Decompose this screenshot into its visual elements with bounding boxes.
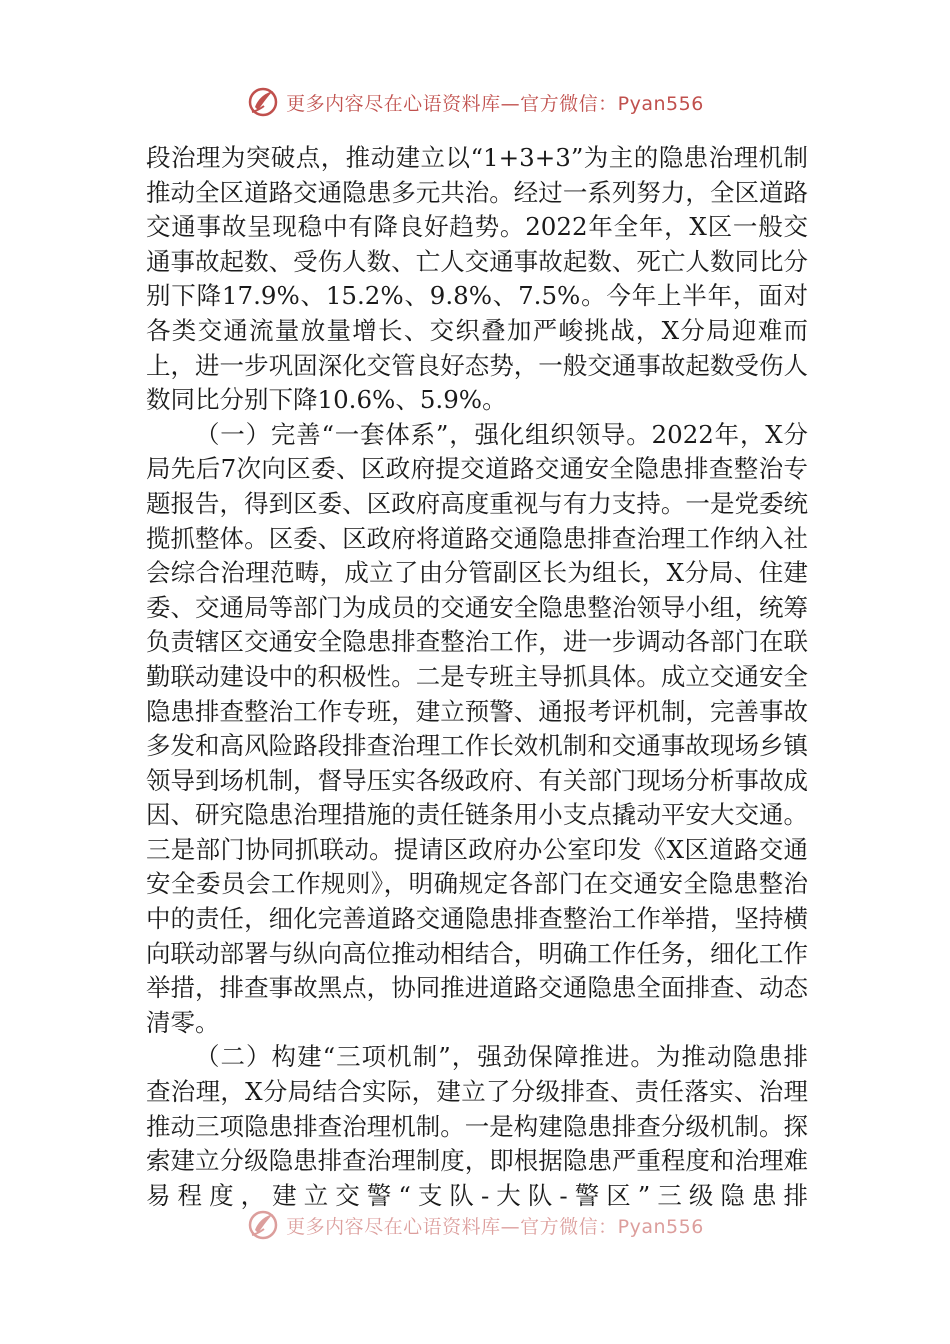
watermark-text: 更多内容尽在心语资料库—官方微信：Pyan556 xyxy=(286,92,704,115)
document-body xyxy=(146,141,808,1213)
section-heading: （一）完善“一套体系”，强化组织领导。 xyxy=(195,419,652,449)
brush-seal-icon xyxy=(246,1208,280,1242)
paragraph-text: 2022年，X分局先后7次向区委、区政府提交道路交通安全隐患排查整治专题报告，得到区委、区政府高度重视与有力支持。一是党委统揽抓整体。区委、区政府将道路交通隐患排查治理工作纳入社会综合治理范畴，成立了由分管副区长为组长，X分局、住建委、交通局等部门为成员的交通安全隐患整治领导小组，统筹负责辖区交通安全隐患排查整治工作，进一步调动各部门在联勤联动建设中的积极性。二是专班主导抓具体。成立交通安全隐患排查整治工作专班，建立预警、通报考评机制，完善事故多发和高风险路段排查治理工作长效机制和交通事故现场乡镇领导到场机制，督导压实各级政府、有关部门现场分析事故成因、研究隐患治理措施的责任链条用小支点撬动平安大交通。三是部门协同抓联动。提请区政府办公室印发《X区道路交通安全委员会工作规则》，明确规定各部门在交通安全隐患整治中的责任，细化完善道路交通隐患排查整治工作举措，坚持横向联动部署与纵向高位推动相结合，明确工作任务，细化工作举措，排查事故黑点，协同推进道路交通隐患全面排查、动态清零。 xyxy=(146,419,808,1037)
paragraph-section-2 xyxy=(146,1040,808,1213)
section-heading: （二）构建“三项机制”，强劲保障推进。 xyxy=(195,1042,656,1072)
paragraph-text: 为推动隐患排查治理，X分局结合实际，建立了分级排查、责任落实、治理推动三项隐患排查治理机制。一是构建隐患排查分级机制。探索建立分级隐患排查治理制度，即根据隐患严重程度和治理难易程度，建立交警“支队-大队-警区”三级隐患排 xyxy=(146,1042,808,1210)
paragraph-text: 段治理为突破点，推动建立以“1+3+3”为主的隐患治理机制推动全区道路交通隐患多元共治。经过一系列努力，全区道路交通事故呈现稳中有降良好趋势。2022年全年，X区一般交通事故起数、受伤人数、亡人交通事故起数、死亡人数同比分别下降17.9%、15.2%、9.8%、7.5%。今年上半年，面对各类交通流量放量增长、交织叠加严峻挑战，X分局迎难而上，进一步巩固深化交管良好态势，一般交通事故起数受伤人数同比分别下降10.6%、5.9%。 xyxy=(146,143,808,415)
brush-seal-icon xyxy=(246,85,280,119)
paragraph-section-1 xyxy=(146,418,808,1041)
watermark-text: 更多内容尽在心语资料库—官方微信：Pyan556 xyxy=(286,1215,704,1238)
watermark-header xyxy=(0,84,950,120)
watermark-footer xyxy=(0,1207,950,1243)
paragraph-intro xyxy=(146,141,808,418)
